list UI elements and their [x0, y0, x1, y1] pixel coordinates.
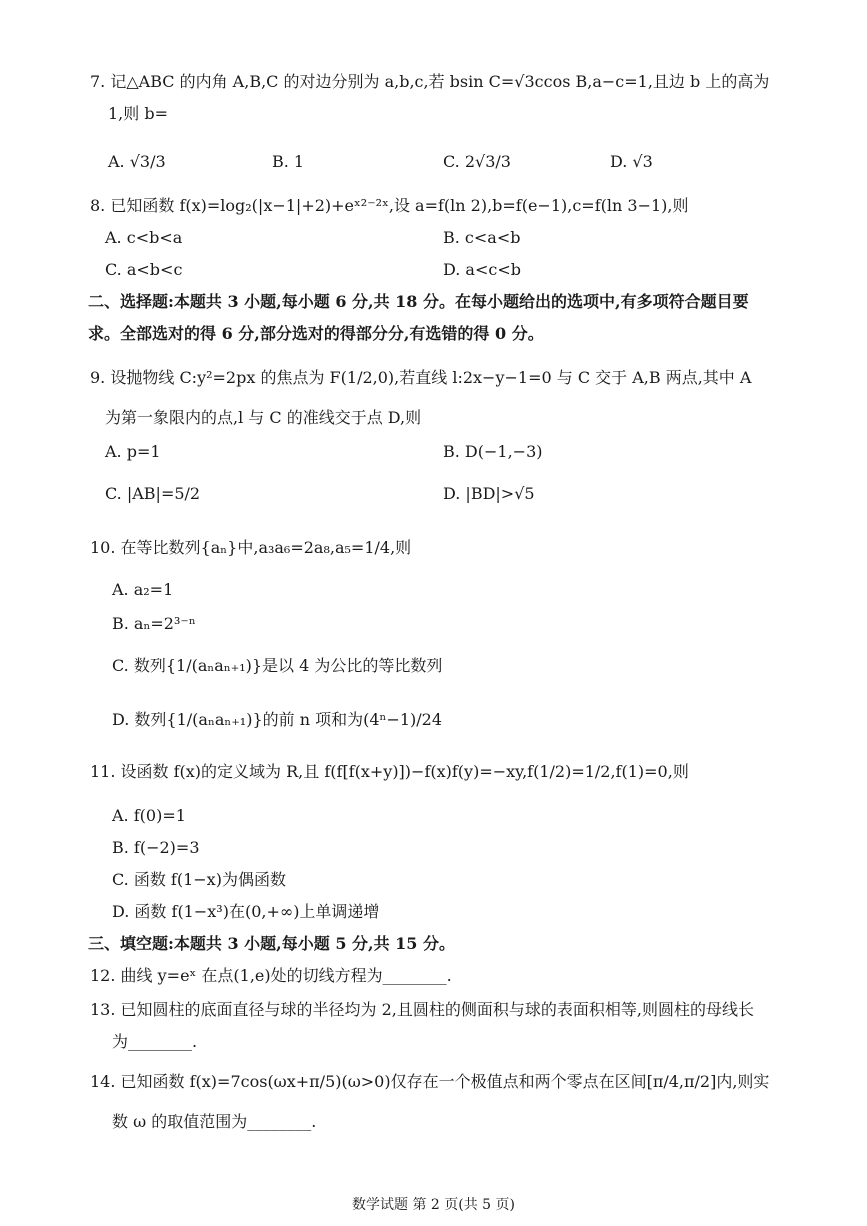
section2-heading-line2: 求。全部选对的得 6 分,部分选对的得部分分,有选错的得 0 分。 — [88, 324, 544, 343]
q10-option-c: C. 数列{1/(aₙaₙ₊₁)}是以 4 为公比的等比数列 — [112, 656, 443, 675]
q11-option-b: B. f(−2)=3 — [112, 838, 200, 857]
q10-option-a: A. a₂=1 — [112, 580, 174, 599]
q7-option-d: D. √3 — [610, 152, 653, 171]
q14-stem-line1: 14. 已知函数 f(x)=7cos(ωx+π/5)(ω>0)仅存在一个极值点和两个零点在区间[π/4,π/2]内,则实 — [90, 1072, 770, 1091]
q13-stem-line2: 为________. — [112, 1032, 198, 1051]
q11-option-d: D. 函数 f(1−x³)在(0,+∞)上单调递增 — [112, 902, 380, 921]
q7-stem-line2: 1,则 b= — [108, 104, 169, 123]
q7-option-b: B. 1 — [272, 152, 305, 171]
section3-heading: 三、填空题:本题共 3 小题,每小题 5 分,共 15 分。 — [88, 934, 456, 953]
q10-option-b: B. aₙ=2³⁻ⁿ — [112, 614, 196, 633]
q8-option-c: C. a<b<c — [105, 260, 183, 279]
page-footer: 数学试题 第 2 页(共 5 页) — [352, 1197, 515, 1213]
q11-option-c: C. 函数 f(1−x)为偶函数 — [112, 870, 286, 889]
q11-option-a: A. f(0)=1 — [112, 806, 186, 825]
q8-option-d: D. a<c<b — [443, 260, 521, 279]
q10-option-d: D. 数列{1/(aₙaₙ₊₁)}的前 n 项和为(4ⁿ−1)/24 — [112, 710, 443, 729]
q9-option-d: D. |BD|>√5 — [443, 484, 535, 503]
q7-stem-line1: 7. 记△ABC 的内角 A,B,C 的对边分别为 a,b,c,若 bsin C=√3ccos B,a−c=1,且边 b 上的高为 — [90, 72, 770, 91]
q9-stem-line2: 为第一象限内的点,l 与 C 的准线交于点 D,则 — [105, 408, 422, 427]
q8-stem: 8. 已知函数 f(x)=log₂(|x−1|+2)+eˣ²⁻²ˣ,设 a=f(ln 2),b=f(e−1),c=f(ln 3−1),则 — [90, 196, 689, 215]
q9-option-b: B. D(−1,−3) — [443, 442, 543, 461]
q10-stem: 10. 在等比数列{aₙ}中,a₃a₆=2a₈,a₅=1/4,则 — [90, 538, 412, 557]
section2-heading-line1: 二、选择题:本题共 3 小题,每小题 6 分,共 18 分。在每小题给出的选项中,有多项符合题目要 — [88, 292, 749, 311]
q9-stem-line1: 9. 设抛物线 C:y²=2px 的焦点为 F(1/2,0),若直线 l:2x−y−1=0 与 C 交于 A,B 两点,其中 A — [90, 368, 752, 387]
q9-option-c: C. |AB|=5/2 — [105, 484, 201, 503]
q9-option-a: A. p=1 — [105, 442, 161, 461]
q12-stem: 12. 曲线 y=eˣ 在点(1,e)处的切线方程为________. — [90, 966, 452, 985]
q14-stem-line2: 数 ω 的取值范围为________. — [112, 1112, 317, 1131]
q8-option-b: B. c<a<b — [443, 228, 521, 247]
q7-option-a: A. √3/3 — [108, 152, 166, 171]
q8-option-a: A. c<b<a — [105, 228, 183, 247]
q7-option-c: C. 2√3/3 — [443, 152, 511, 171]
q13-stem-line1: 13. 已知圆柱的底面直径与球的半径均为 2,且圆柱的侧面积与球的表面积相等,则圆柱的母线长 — [90, 1000, 754, 1019]
q11-stem: 11. 设函数 f(x)的定义域为 R,且 f(f[f(x+y)])−f(x)f(y)=−xy,f(1/2)=1/2,f(1)=0,则 — [90, 762, 689, 781]
